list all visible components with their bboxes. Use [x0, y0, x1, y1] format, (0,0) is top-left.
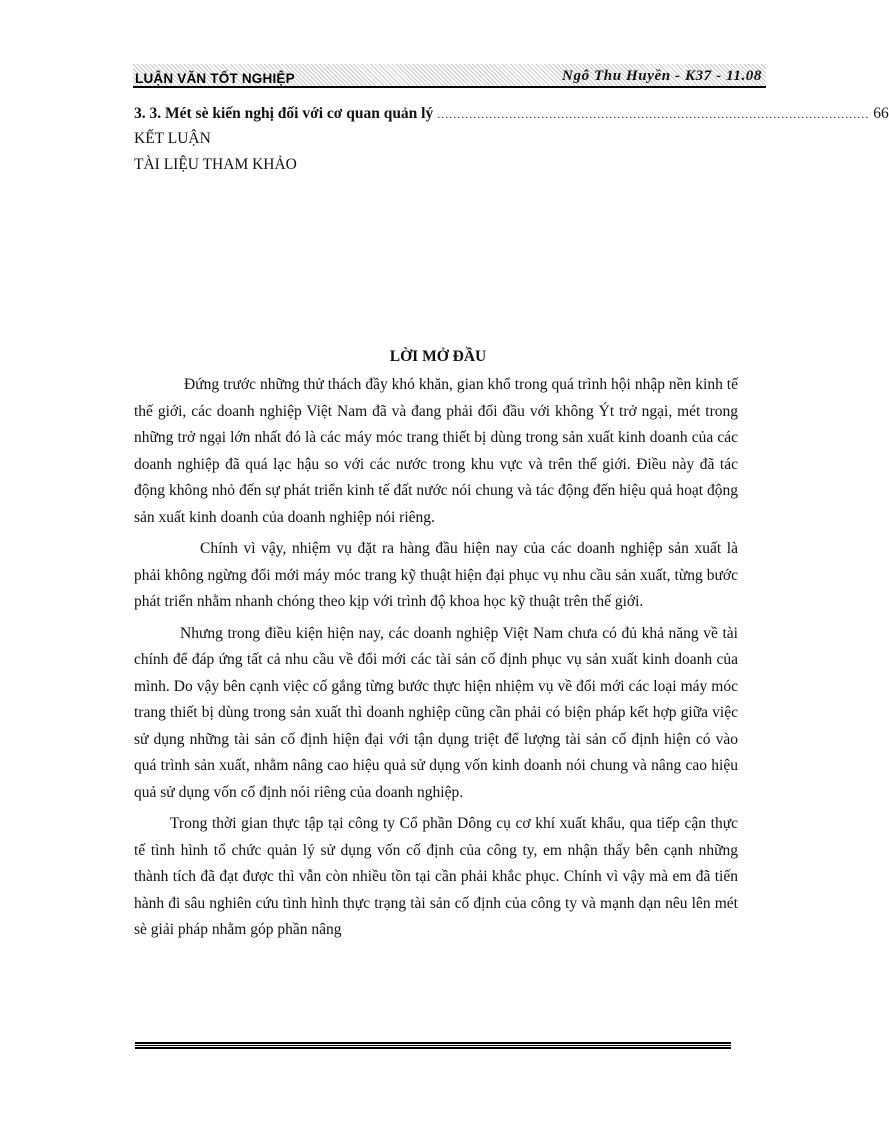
toc-page-number: 66 [873, 105, 889, 122]
thesis-label: LUẬN VĂN TỐT NGHIỆP [135, 71, 295, 86]
footer-divider-inner-line [135, 1045, 731, 1046]
toc-entry-references[interactable]: TÀI LIỆU THAM KHẢO [134, 156, 297, 173]
introduction-body [134, 372, 738, 949]
page-header [133, 64, 766, 88]
paragraph: Nhưng trong điều kiện hiện nay, các doanh nghiệp Việt Nam chưa có đủ khả năng về tài chính để đáp ứng tất cả nhu cầu về đổi mới các tài sản cố định phục vụ sản xuất kinh doanh của mình. Do vậy bên cạnh việc cố gắng từng bước thực hiện nhiệm vụ về đổi mới các loại máy móc trang thiết bị dùng trong sản xuất thì doanh nghiệp cũng cần phải có biện pháp kết hợp giữa việc sử dụng những tài sản cố định hiện đại với tận dụng triệt để lượng tài sản cố định hiện có vào quá trình sản xuất, nhằm nâng cao hiệu quả sử dụng vốn kinh doanh nói chung và nâng cao hiệu quả sử dụng vốn cố định nói riêng của doanh nghiệp. [134, 624, 738, 801]
toc-leader-dots: ............................................................................................................ [437, 107, 870, 121]
footer-divider [135, 1042, 731, 1049]
paragraph: Đứng trước những thử thách đầy khó khăn, gian khổ trong quá trình hội nhập nền kinh tế thế giới, các doanh nghiệp Việt Nam đã và đang phải đối đầu với không Ýt trở ngại, mét trong những trở ngại lớn nhất đó là các máy móc trang thiết bị dùng trong sản xuất kinh doanh của các doanh nghiệp đã quá lạc hậu so với các nước trong khu vực và trên thế giới. Điều này đã tác động không nhỏ đến sự phát triển kinh tế đất nước nói chung và tác động đến hiệu quả hoạt động sản xuất kinh doanh của doanh nghiệp nói riêng. [134, 376, 738, 526]
toc-entry-3-3[interactable] [134, 104, 889, 124]
paragraph: Chính vì vậy, nhiệm vụ đặt ra hàng đầu hiện nay của các doanh nghiệp sản xuất là phải không ngừng đổi mới máy móc trang kỹ thuật hiện đại phục vụ nhu cầu sản xuất, từng bước phát triển nhằm nhanh chóng theo kịp với trình độ khoa học kỹ thuật trên thế giới. [134, 540, 738, 610]
toc-entry-text: 3. 3. Mét sè kiến nghị đối với cơ quan quản lý [134, 105, 434, 122]
paragraph: Trong thời gian thực tập tại công ty Cổ phần Dông cụ cơ khí xuất khẩu, qua tiếp cận thực tế tình hình tổ chức quản lý sử dụng vốn cố định của công ty, em nhận thấy bên cạnh những thành tích đã đạt được thì vẫn còn nhiều tồn tại cần phải khắc phục. Chính vì vậy mà em đã tiến hành đi sâu nghiên cứu tình hình thực trạng tài sản cố định của công ty và mạnh dạn nêu lên mét sè giải pháp nhằm góp phần nâng [134, 815, 738, 938]
introduction-heading: LỜI MỞ ĐẦU [389, 348, 487, 365]
toc-entry-conclusion[interactable]: KẾT LUẬN [134, 130, 211, 147]
author-label: Ngô Thu Huyền - K37 - 11.08 [562, 68, 762, 84]
